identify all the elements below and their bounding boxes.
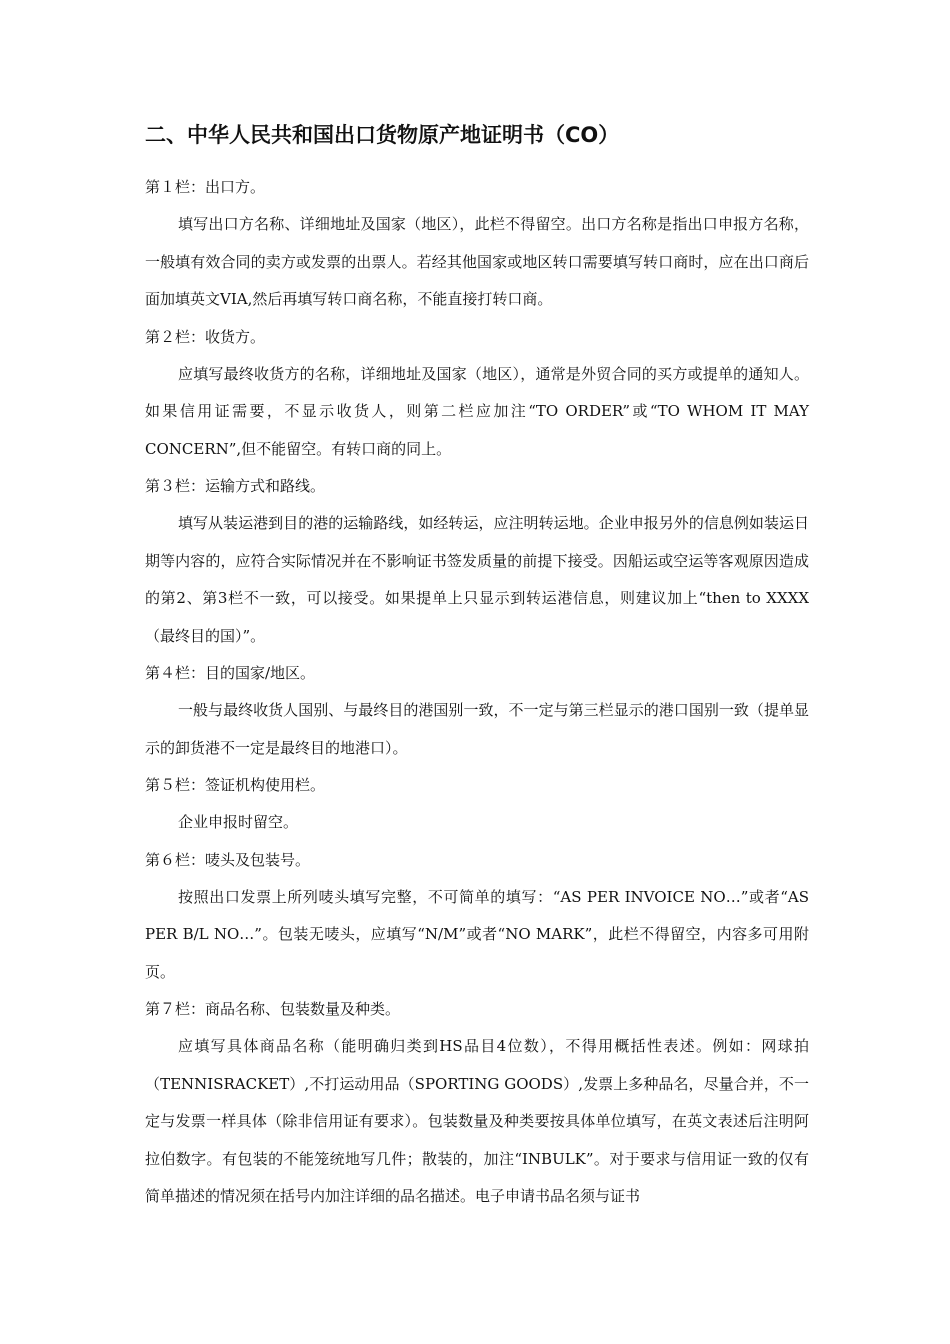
document-body: [145, 169, 809, 1216]
section-5-heading: 第５栏：签证机构使用栏。: [145, 776, 326, 794]
section-4-paragraph: 一般与最终收货人国别、与最终目的港国别一致，不一定与第三栏显示的港口国别一致（提单显示的卸货港不一定是最终目的地港口）。: [145, 701, 809, 757]
section-6-heading: 第６栏：唛头及包装号。: [145, 850, 311, 869]
section-4-heading: 第４栏：目的国家/地区。: [145, 664, 316, 682]
section-1-paragraph: 填写出口方名称、详细地址及国家（地区），此栏不得留空。出口方名称是指出口申报方名称，一般填有效合同的卖方或发票的出票人。若经其他国家或地区转口需要填写转口商时，应在出口商后面加填英文VIA,然后再填写转口商名称，不能直接打转口商。: [145, 215, 809, 308]
section-7-heading: 第７栏：商品名称、包装数量及种类。: [145, 1000, 401, 1018]
section-2-heading: 第２栏：收货方。: [145, 327, 266, 346]
section-6-paragraph: 按照出口发票上所列唛头填写完整，不可简单的填写：“AS PER INVOICE NO…”或者“AS PER B/L NO…”。包装无唛头，应填写“N/M”或者“NO MARK”，此栏不得留空，内容多可用附页。: [145, 887, 809, 981]
section-2-paragraph: 应填写最终收货方的名称，详细地址及国家（地区），通常是外贸合同的买方或提单的通知人。如果信用证需要，不显示收货人，则第二栏应加注“TO ORDER”或“TO WHOM IT MAY CONCERN”,但不能留空。有转口商的同上。: [145, 364, 809, 458]
document-title: 二、中华人民共和国出口货物原产地证明书（CO）: [145, 123, 620, 147]
section-7-paragraph: 应填写具体商品名称（能明确归类到HS品目4位数），不得用概括性表述。例如：网球拍（TENNISRACKET）,不打运动用品（SPORTING GOODS）,发票上多种品名，尽量合并，不一定与发票一样具体（除非信用证有要求）。包装数量及种类要按具体单位填写，在英文表述后注明阿拉伯数字。有包装的不能笼统地写几件；散装的，加注“INBULK”。对于要求与信用证一致的仅有简单描述的情况须在括号内加注详细的品名描述。电子申请书品名须与证书: [145, 1037, 809, 1205]
section-1-heading: 第１栏：出口方。: [145, 178, 266, 196]
section-3-paragraph: 填写从装运港到目的港的运输路线，如经转运，应注明转运地。企业申报另外的信息例如装运日期等内容的，应符合实际情况并在不影响证书签发质量的前提下接受。因船运或空运等客观原因造成的第2、第3栏不一致，可以接受。如果提单上只显示到转运港信息，则建议加上“then to XXXX（最终目的国）”。: [145, 514, 809, 645]
section-5-paragraph: 企业申报时留空。: [178, 813, 299, 831]
section-3-heading: 第３栏：运输方式和路线。: [145, 477, 326, 495]
